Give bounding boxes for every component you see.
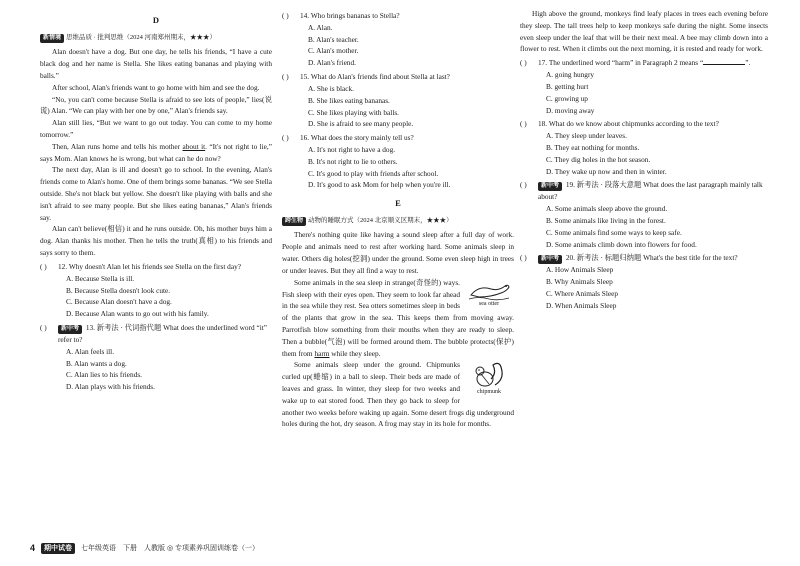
answer-slot[interactable]: ( ) xyxy=(282,133,289,143)
option: C. Where Animals Sleep xyxy=(546,289,619,299)
option: B. Alan's teacher. xyxy=(308,34,359,44)
option: D. moving away xyxy=(546,105,595,115)
option: C. Because Alan doesn't have a dog. xyxy=(66,297,172,307)
option: B. It's not right to lie to others. xyxy=(308,156,398,166)
option: B. Alan wants a dog. xyxy=(66,358,127,368)
paragraph: Alan still lies, “But we want to go out today. You can come to my home tomorrow.” xyxy=(40,118,272,139)
option: C. She likes playing with balls. xyxy=(308,107,400,117)
option: C. Alan lies to his friends. xyxy=(66,370,143,380)
answer-slot[interactable]: ( ) xyxy=(520,253,527,263)
answer-slot[interactable]: ( ) xyxy=(520,58,527,68)
option: A. Some animals sleep above the ground. xyxy=(546,204,668,214)
paragraph: Alan can't believe(相信) it and he runs outside. Oh, his mother buys him a dog. Alan thanks his mother. Then he tells the truth(真相) to his friends and says sorry to them. xyxy=(40,224,272,258)
answer-slot[interactable]: ( ) xyxy=(520,119,527,129)
chipmunk-icon xyxy=(469,359,509,389)
column-middle xyxy=(282,8,514,430)
section-d-badge: 新情境 xyxy=(40,34,64,43)
option: B. They eat nothing for months. xyxy=(546,142,640,152)
question-19 xyxy=(520,179,768,203)
question-stem: 18. What do we know about chipmunks according to the text? xyxy=(538,119,719,129)
question-badge: 新中考 xyxy=(58,325,82,334)
chipmunk-label: chipmunk xyxy=(477,389,501,396)
question-15 xyxy=(282,71,514,83)
option: C. Alan's mother. xyxy=(308,46,359,56)
answer-slot[interactable]: ( ) xyxy=(282,11,289,20)
sea-otter-icon xyxy=(467,277,511,301)
option: A. Alan. xyxy=(308,22,333,32)
footer-badge: 期中试卷 xyxy=(41,543,75,554)
option: B. Some animals like living in the forest. xyxy=(546,216,666,225)
question-stem: 12. Why doesn't Alan let his friends see Stella on the first day? xyxy=(58,261,241,271)
paragraph: After school, Alan's friends want to go home with him and see the dog. xyxy=(52,82,260,92)
question-badge: 新中考 xyxy=(538,182,562,191)
option: A. She is black. xyxy=(308,83,355,93)
section-d-tag xyxy=(40,31,272,44)
section-e-badge: 跨生物 xyxy=(282,217,306,226)
option: B. Because Stella doesn't look cute. xyxy=(66,285,171,295)
option: A. going hungry xyxy=(546,70,595,80)
option: A. Because Stella is ill. xyxy=(66,273,135,283)
page-number: 4 xyxy=(30,543,36,554)
option: B. She likes eating bananas. xyxy=(308,95,390,105)
option: A. Alan feels ill. xyxy=(66,346,115,356)
paragraph: There's nothing quite like having a sound sleep after a full day of work. People and animals need to rest after working hard. Some animals sleep in water. Others dig holes(挖洞) under the ground. Some even sleep high in trees or under leaves. But they all find a way to rest. xyxy=(282,230,514,275)
option: D. Alan's friend. xyxy=(308,58,356,68)
question-12 xyxy=(40,261,272,273)
fill-blank[interactable] xyxy=(703,58,745,65)
question-stem: 14. Who brings bananas to Stella? xyxy=(300,11,400,20)
section-d-tag-text: 思维品质 · 批判思维（2024 河南郑州期末，★★★） xyxy=(66,33,217,41)
column-left xyxy=(40,8,272,393)
option: C. They dig holes in the hot season. xyxy=(546,154,651,164)
question-badge: 新中考 xyxy=(538,255,562,264)
answer-slot[interactable]: ( ) xyxy=(282,72,289,82)
page-footer xyxy=(30,541,259,556)
paragraph: “No, you can't come because Stella is afraid to see lots of people,” lies(说谎) Alan. “We can play with her one by one,” Alan's friends say. xyxy=(40,94,272,116)
paragraph: Alan doesn't have a dog. But one day, he tells his friends, “I have a cute black dog and her name is Stella. She likes eating bananas and playing with balls.” xyxy=(40,47,272,80)
question-stem: 19. 新考法 · 段落大意题 What does the last paragraph mainly talk about? xyxy=(538,180,763,202)
question-14 xyxy=(282,10,514,22)
option: D. They wake up now and then in winter. xyxy=(546,166,667,176)
paragraph: Then, Alan runs home and tells his mother about it. “It's not right to lie,” says Mom. Alan knows he is wrong, but what can he do now? xyxy=(40,141,272,163)
paragraph: The next day, Alan is ill and doesn't go to school. In the evening, Alan's friends come to Alan's home. One of them brings some bananas. “We see Stella outside. She's not black but yellow. She doesn't like playing with balls and she isn't afraid to see many people. But she likes eating bananas,” Alan's friends say. xyxy=(40,165,272,222)
question-stem: 17. The underlined word “harm” in Paragraph 2 means “ xyxy=(538,58,704,68)
option: D. Some animals climb down into flowers for food. xyxy=(546,239,697,249)
option: D. It's good to ask Mom for help when you're ill. xyxy=(308,180,451,190)
answer-slot[interactable]: ( ) xyxy=(40,322,47,332)
question-16 xyxy=(282,132,514,144)
question-stem-end: ”. xyxy=(745,58,751,68)
section-e-tag xyxy=(282,214,514,227)
section-e-tag-text: 动物的睡眠方式（2024 北京顺义区期末，★★★） xyxy=(308,216,453,224)
option: C. Some animals find some ways to keep safe. xyxy=(546,227,682,237)
option: D. When Animals Sleep xyxy=(546,300,617,310)
question-stem: 15. What do Alan's friends find about Stella at last? xyxy=(300,72,450,82)
sea-otter-label: sea otter xyxy=(478,300,500,307)
question-stem: 20. 新考法 · 标题归纳题 What's the best title for the text? xyxy=(565,253,738,263)
option: A. They sleep under leaves. xyxy=(546,131,627,141)
question-stem: 16. What does the story mainly tell us? xyxy=(300,133,414,143)
paragraph: High above the ground, monkeys find leafy places in trees each evening before they sleep. The tall trees help to keep monkeys safe during the night. Some insects even sleep under the leaf that will be their next meal. A bee may climb down into a flower to rest. When it climbs out the next morning, it is rested and ready for work. xyxy=(520,9,768,54)
answer-slot[interactable]: ( ) xyxy=(40,261,47,271)
underlined-word: about it xyxy=(182,141,206,151)
question-18 xyxy=(520,118,768,130)
option: C. It's good to play with friends after school. xyxy=(308,168,439,178)
option: A. How Animals Sleep xyxy=(546,265,614,275)
option: A. It's not right to have a dog. xyxy=(308,144,396,154)
column-right xyxy=(520,8,768,312)
underlined-word: harm xyxy=(314,348,330,358)
paragraph: Some animals in the sea sleep in strange(奇怪的) ways. Fish sleep with their eyes open. They seem to look far ahead in the sea while they rest. Sea otters sometimes sleep in beds of the plants that grow in the sea. This keeps them from moving away. Parrotfish blow something from their mouths when they are ready to sleep. Then a bubble(气泡) will be formed around them. The bubble protects(保护) them from harm while they sleep. xyxy=(282,277,514,358)
option: D. Because Alan wants to go out with his family. xyxy=(66,309,209,319)
answer-slot[interactable]: ( ) xyxy=(520,180,527,190)
option: D. Alan plays with his friends. xyxy=(66,382,155,392)
sea-otter-illustration xyxy=(464,277,514,311)
footer-text: 七年级英语 下册 人教版 ◎ 专项素养巩固训练卷（一） xyxy=(81,545,260,553)
option: D. She is afraid to see many people. xyxy=(308,119,414,129)
paragraph: Some animals sleep under the ground. Chipmunks curled up(蜷缩) in a ball to sleep. Their beds are made of leaves and grass. In winter, they sleep for two weeks and wake up to eat stored food. Then they go back to sleep for another two weeks before waking up again. Some desert frogs dig underground holes during the hot, dry season. A frog may stay in its hole for months. xyxy=(282,360,514,429)
question-stem: 13. 新考法 · 代词指代题 What does the underlined word “it” refer to? xyxy=(58,322,268,344)
question-13 xyxy=(40,322,272,346)
question-17 xyxy=(520,57,768,69)
option: B. Why Animals Sleep xyxy=(546,277,613,287)
option: B. getting hurt xyxy=(546,81,589,91)
question-20 xyxy=(520,252,768,264)
chipmunk-illustration xyxy=(464,359,514,399)
section-e-title: E xyxy=(395,198,401,209)
option: C. growing up xyxy=(546,93,588,103)
section-d-title: D xyxy=(152,15,160,25)
